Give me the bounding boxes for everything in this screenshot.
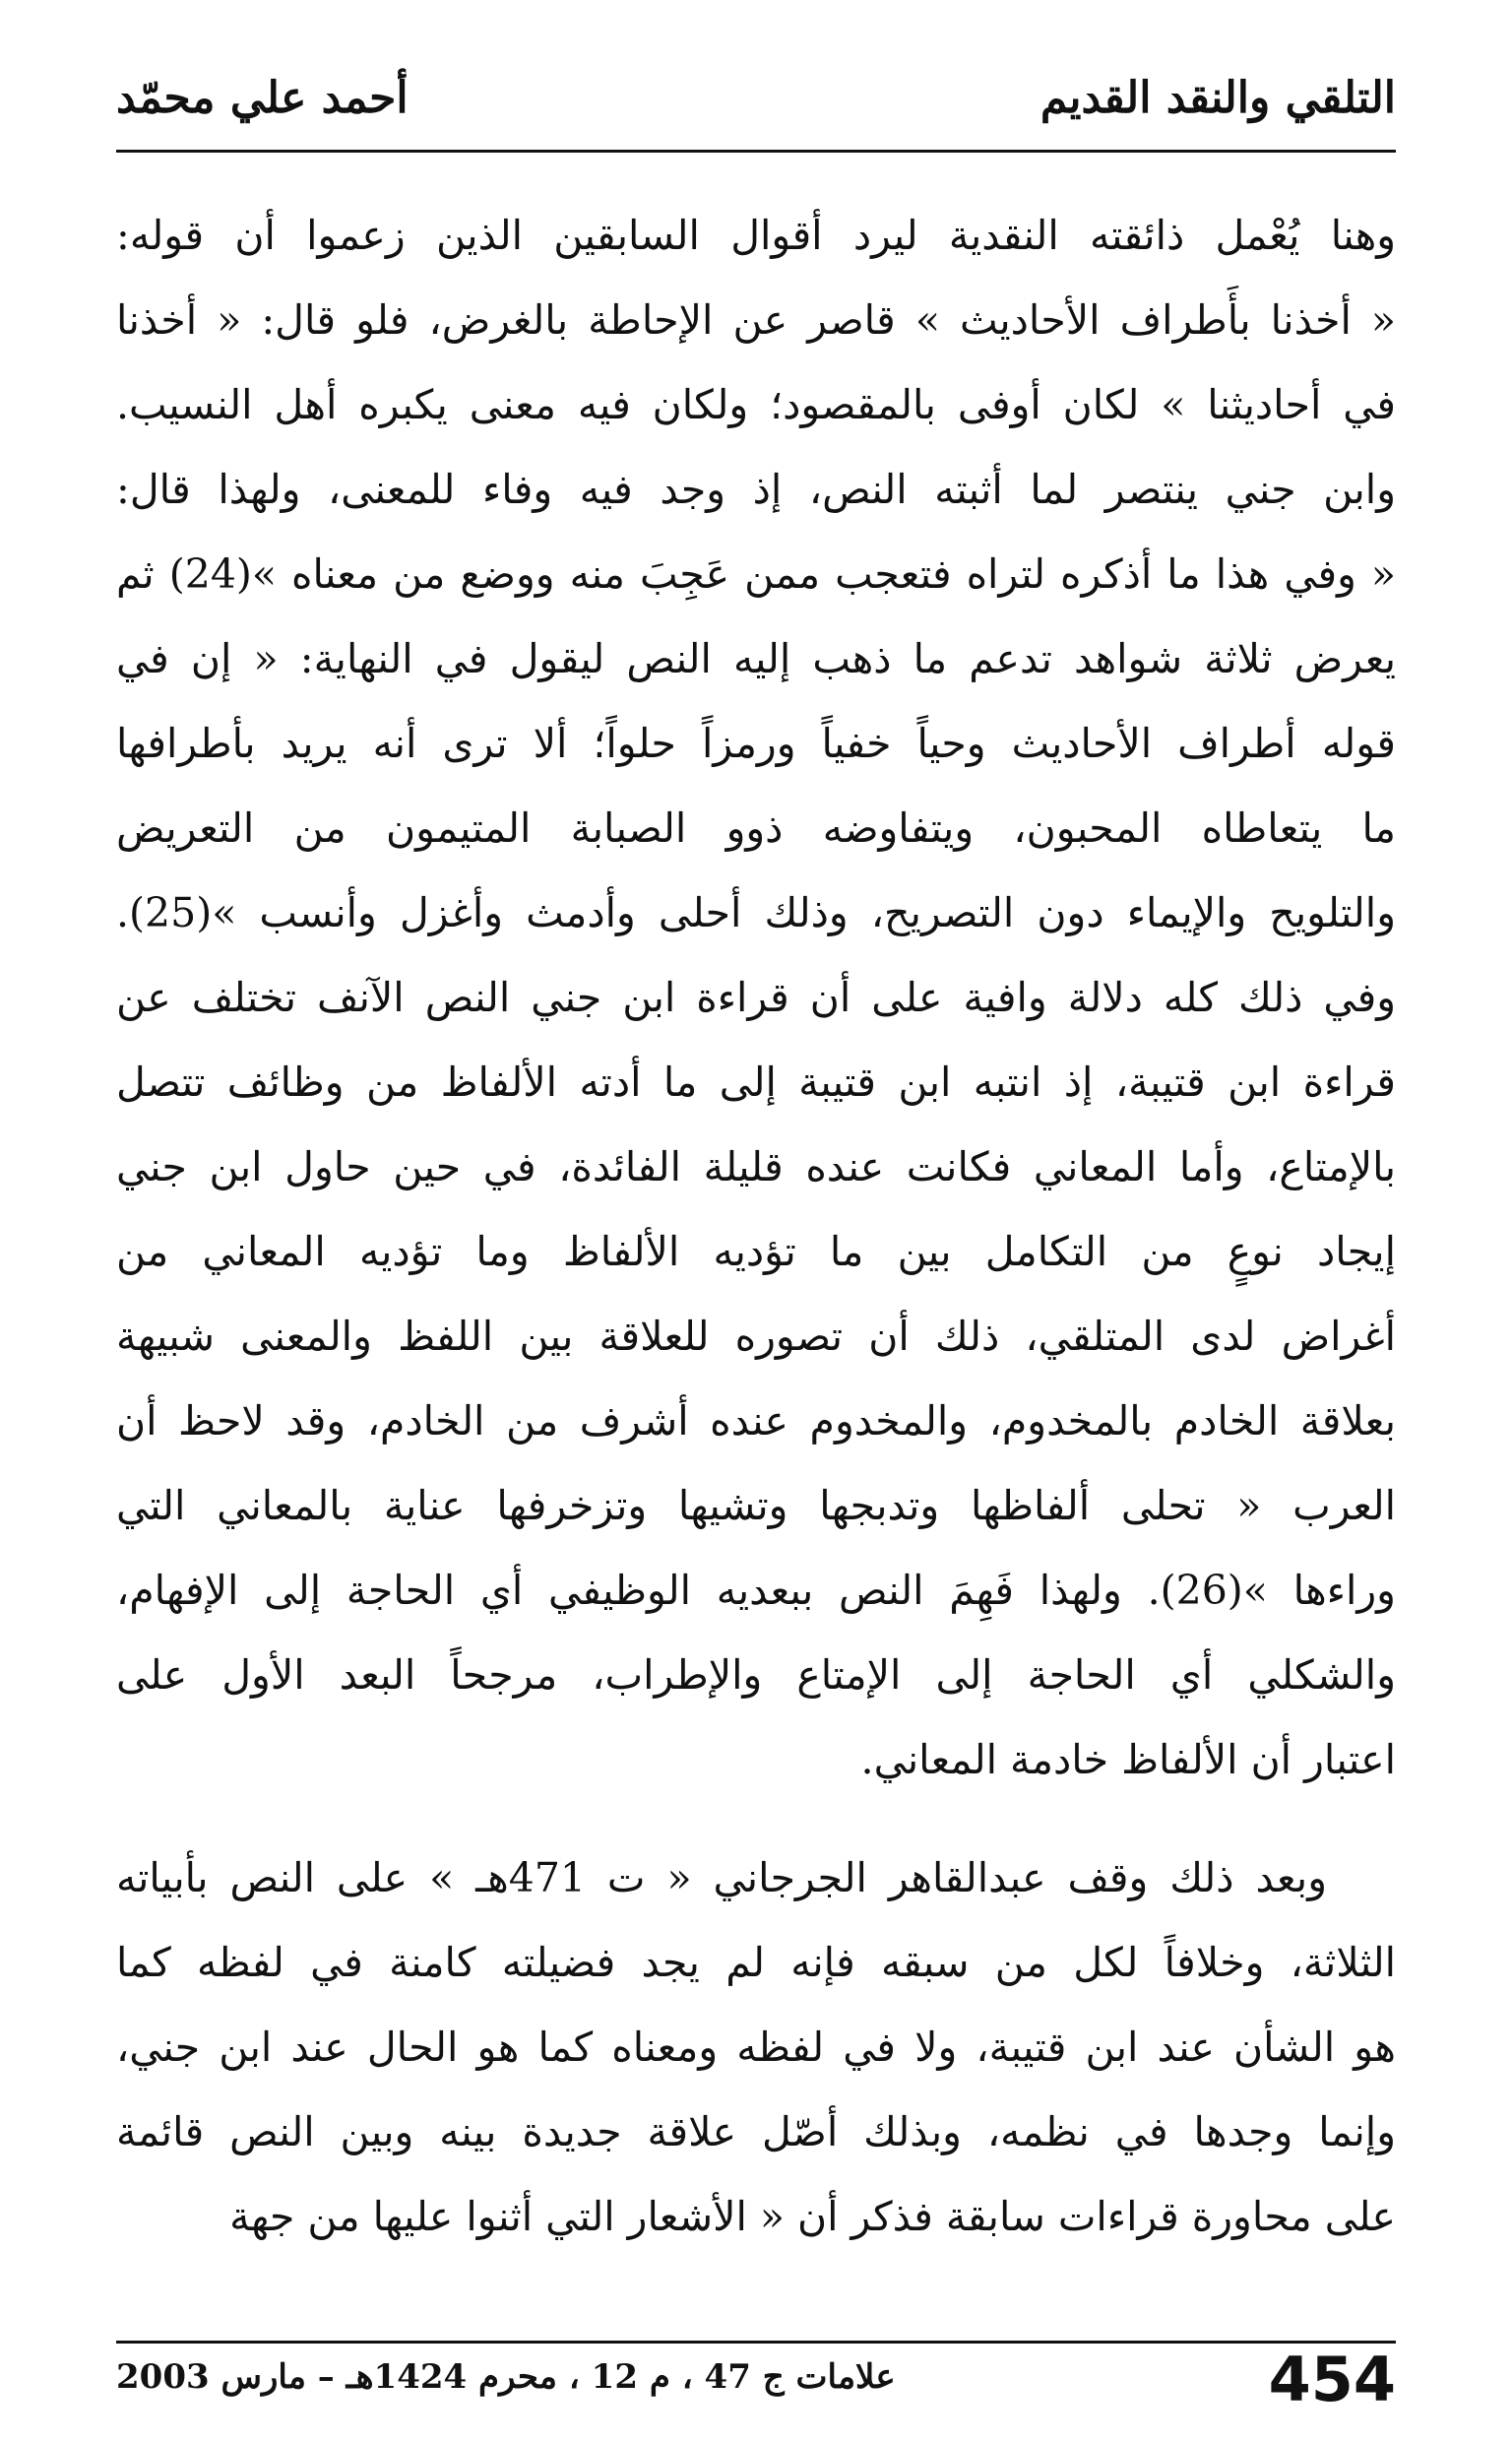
journal-info: علامات ج 47 ، م 12 ، محرم 1424هـ – مارس 2003 [116, 2357, 896, 2397]
header-title: التلقي والنقد القديم [1040, 73, 1396, 123]
text-line: بعلاقة الخادم بالمخدوم، والمخدوم عنده أشرف من الخادم، وقد لاحظ أن [116, 1397, 1396, 1445]
text-line: أغراض لدى المتلقي، ذلك أن تصوره للعلاقة بين اللفظ والمعنى شبيهة [116, 1313, 1396, 1360]
text-line: وابن جني ينتصر لما أثبته النص، إذ وجد فيه وفاء للمعنى، ولهذا قال: [116, 466, 1396, 513]
paragraph [116, 193, 1396, 1802]
text-line: قوله أطراف الأحاديث وحياً خفياً ورمزاً حلواً؛ ألا ترى أنه يريد بأطرافها [116, 720, 1396, 767]
text-line: ما يتعاطاه المحبون، ويتفاوضه ذوو الصبابة المتيمون من التعريض [116, 804, 1396, 852]
text-line: وإنما وجدها في نظمه، وبذلك أصّل علاقة جديدة بينه وبين النص قائمة [116, 2108, 1396, 2155]
text-line: الثلاثة، وخلافاً لكل من سبقه فإنه لم يجد فضيلته كامنة في لفظه كما [116, 1939, 1396, 1986]
text-line: العرب « تحلى ألفاظها وتدبجها وتشيها وتزخرفها عناية بالمعاني التي [116, 1482, 1396, 1529]
text-line: « أخذنا بأَطراف الأحاديث » قاصر عن الإحاطة بالغرض، فلو قال: « أخذنا [116, 296, 1396, 344]
text-line: هو الشأن عند ابن قتيبة، ولا في لفظه ومعناه كما هو الحال عند ابن جني، [116, 2024, 1396, 2071]
text-line: وراءها »(26). ولهذا فَهِمَ النص ببعديه الوظيفي أي الحاجة إلى الإفهام، [116, 1567, 1396, 1614]
text-line: وهنا يُعْمل ذائقته النقدية ليرد أقوال السابقين الذين زعموا أن قوله: [116, 212, 1396, 259]
text-line: وفي ذلك كله دلالة وافية على أن قراءة ابن جني النص الآنف تختلف عن [116, 974, 1396, 1021]
body-text [116, 193, 1396, 2259]
text-line: والتلويح والإيماء دون التصريح، وذلك أحلى وأدمث وأغزل وأنسب »(25). [116, 889, 1396, 936]
paragraph [116, 1835, 1396, 2259]
text-line: « وفي هذا ما أذكره لتراه فتعجب ممن عَجِبَ منه ووضع من معناه »(24) ثم [116, 550, 1396, 598]
header-author: أحمد علي محمّد [116, 73, 409, 123]
text-line: على محاورة قراءات سابقة فذكر أن « الأشعار التي أثنوا عليها من جهة [229, 2193, 1396, 2240]
text-line: اعتبار أن الألفاظ خادمة المعاني. [860, 1736, 1396, 1783]
footer-rule [116, 2341, 1396, 2344]
text-line: وبعد ذلك وقف عبدالقاهر الجرجاني « ت 471هـ » على النص بأبياته [116, 1854, 1327, 1901]
text-line: قراءة ابن قتيبة، إذ انتبه ابن قتيبة إلى ما أدته الألفاظ من وظائف تتصل [116, 1059, 1396, 1106]
text-line: بالإمتاع، وأما المعاني فكانت عنده قليلة الفائدة، في حين حاول ابن جني [116, 1143, 1396, 1190]
text-line: في أحاديثنا » لكان أوفى بالمقصود؛ ولكان فيه معنى يكبره أهل النسيب. [116, 381, 1396, 428]
text-line: والشكلي أي الحاجة إلى الإمتاع والإطراب، مرجحاً البعد الأول على [116, 1651, 1396, 1699]
text-line: إيجاد نوعٍ من التكامل بين ما تؤديه الألفاظ وما تؤديه المعاني من [116, 1228, 1396, 1275]
text-line: يعرض ثلاثة شواهد تدعم ما ذهب إليه النص ليقول في النهاية: « إن في [116, 635, 1396, 682]
page-number: 454 [1268, 2344, 1396, 2415]
running-header [116, 61, 1396, 153]
